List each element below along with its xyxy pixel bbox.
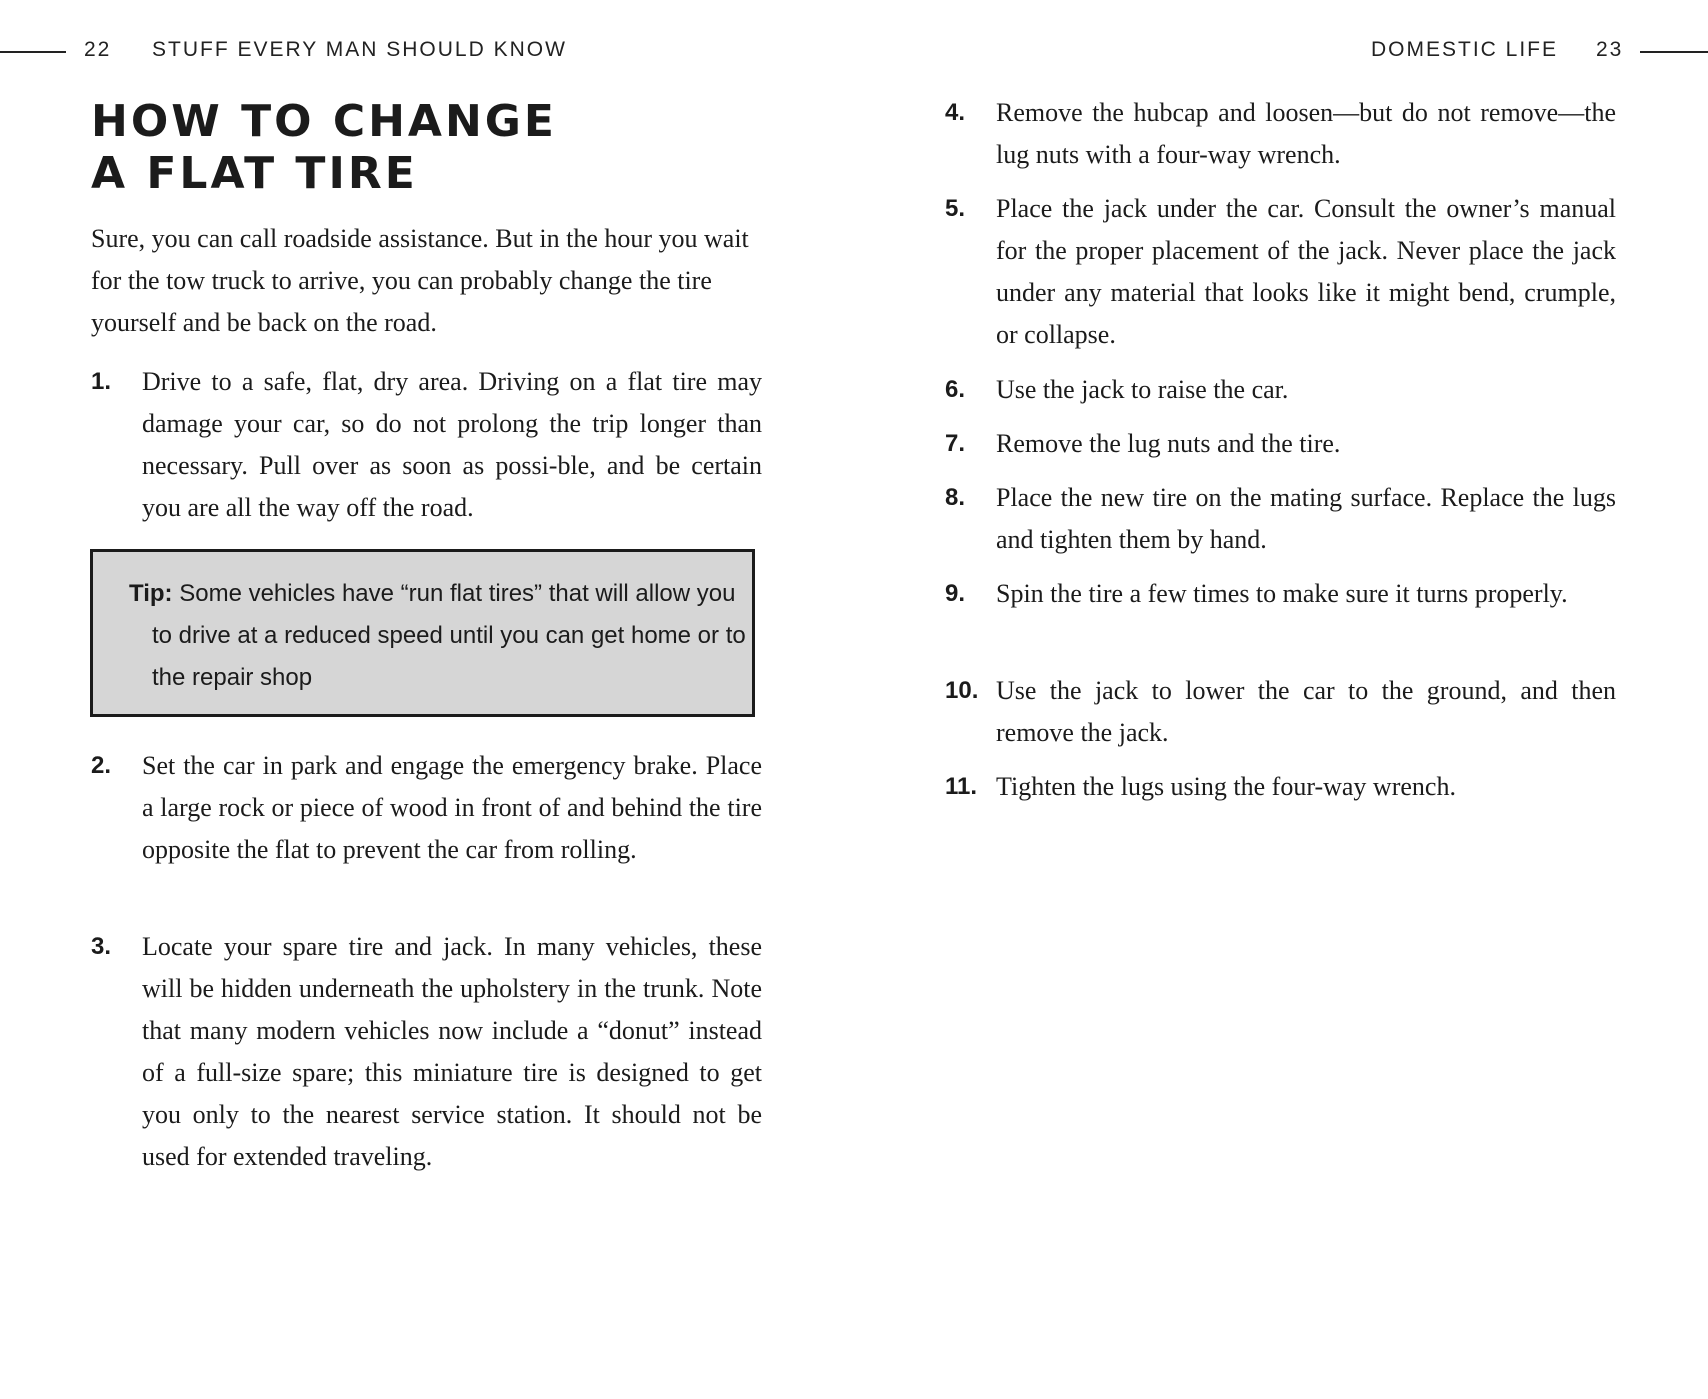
list-item (91, 745, 801, 871)
tip-body: Some vehicles have “run flat tires” that will allow you to drive at a reduced speed until you can get home or to the repair shop (152, 580, 746, 691)
header-rule-left (0, 51, 66, 53)
header-rule-right (1640, 51, 1708, 53)
right-page-number: 23 (1596, 38, 1624, 61)
step-text: Remove the hubcap and loosen—but do not remove—the lug nuts with a four-way wrench. (996, 98, 1616, 169)
step-text: Tighten the lugs using the four-way wrench. (996, 772, 1456, 801)
step-number: 3. (91, 933, 112, 960)
right-running-title: DOMESTIC LIFE (1371, 38, 1559, 61)
article-title-line-1: HOW TO CHANGE (91, 96, 557, 147)
step-text: Place the jack under the car. Consult the owner’s manual for the proper placement of the jack. Never place the jack under any material that looks like it might bend, crumple, or collapse. (996, 194, 1616, 349)
step-number: 11. (945, 773, 978, 800)
step-number: 8. (945, 484, 966, 511)
step-text: Use the jack to raise the car. (996, 375, 1289, 404)
step-number: 1. (91, 368, 112, 395)
left-page-number: 22 (84, 38, 112, 61)
step-text: Place the new tire on the mating surface. Replace the lugs and tighten them by hand. (996, 483, 1616, 554)
list-item (945, 670, 1655, 754)
step-number: 2. (91, 752, 112, 779)
article-title (91, 96, 557, 200)
step-number: 10. (945, 677, 979, 704)
step-number: 9. (945, 580, 966, 607)
list-item (91, 361, 801, 529)
list-item (945, 423, 1655, 465)
step-text: Set the car in park and engage the emergency brake. Place a large rock or piece of wood in front of and behind the tire opposite the flat to prevent the car from rolling. (142, 751, 762, 864)
step-text: Locate your spare tire and jack. In many vehicles, these will be hidden underneath the upholstery in the trunk. Note that many modern vehicles now include a “donut” instead of a full-size spare; this miniature tire is designed to get you only to the nearest service station. It should not be used for extended traveling. (142, 932, 762, 1171)
article-title-line-2: A FLAT TIRE (91, 148, 418, 199)
intro-paragraph: Sure, you can call roadside assistance. But in the hour you wait for the tow truck to arrive, you can probably change the tire yourself and be back on the road. (91, 224, 749, 337)
step-text: Drive to a safe, flat, dry area. Driving on a flat tire may damage your car, so do not prolong the trip longer than necessary. Pull over as soon as possi-ble, and be certain you are all the way off the road. (142, 367, 762, 522)
left-running-title: STUFF EVERY MAN SHOULD KNOW (152, 38, 567, 61)
step-number: 7. (945, 430, 966, 457)
tip-box (90, 549, 755, 717)
list-item (945, 369, 1655, 411)
list-item (945, 477, 1655, 561)
step-text: Remove the lug nuts and the tire. (996, 429, 1341, 458)
step-text: Use the jack to lower the car to the ground, and then remove the jack. (996, 676, 1616, 747)
list-item (945, 573, 1655, 615)
list-item (91, 926, 801, 1178)
step-text: Spin the tire a few times to make sure it turns properly. (996, 579, 1568, 608)
step-number: 4. (945, 99, 966, 126)
tip-text (129, 573, 762, 699)
list-item (945, 92, 1655, 176)
tip-label: Tip: (129, 580, 173, 607)
list-item (945, 188, 1655, 356)
step-number: 6. (945, 376, 966, 403)
list-item (945, 766, 1655, 808)
step-number: 5. (945, 195, 966, 222)
